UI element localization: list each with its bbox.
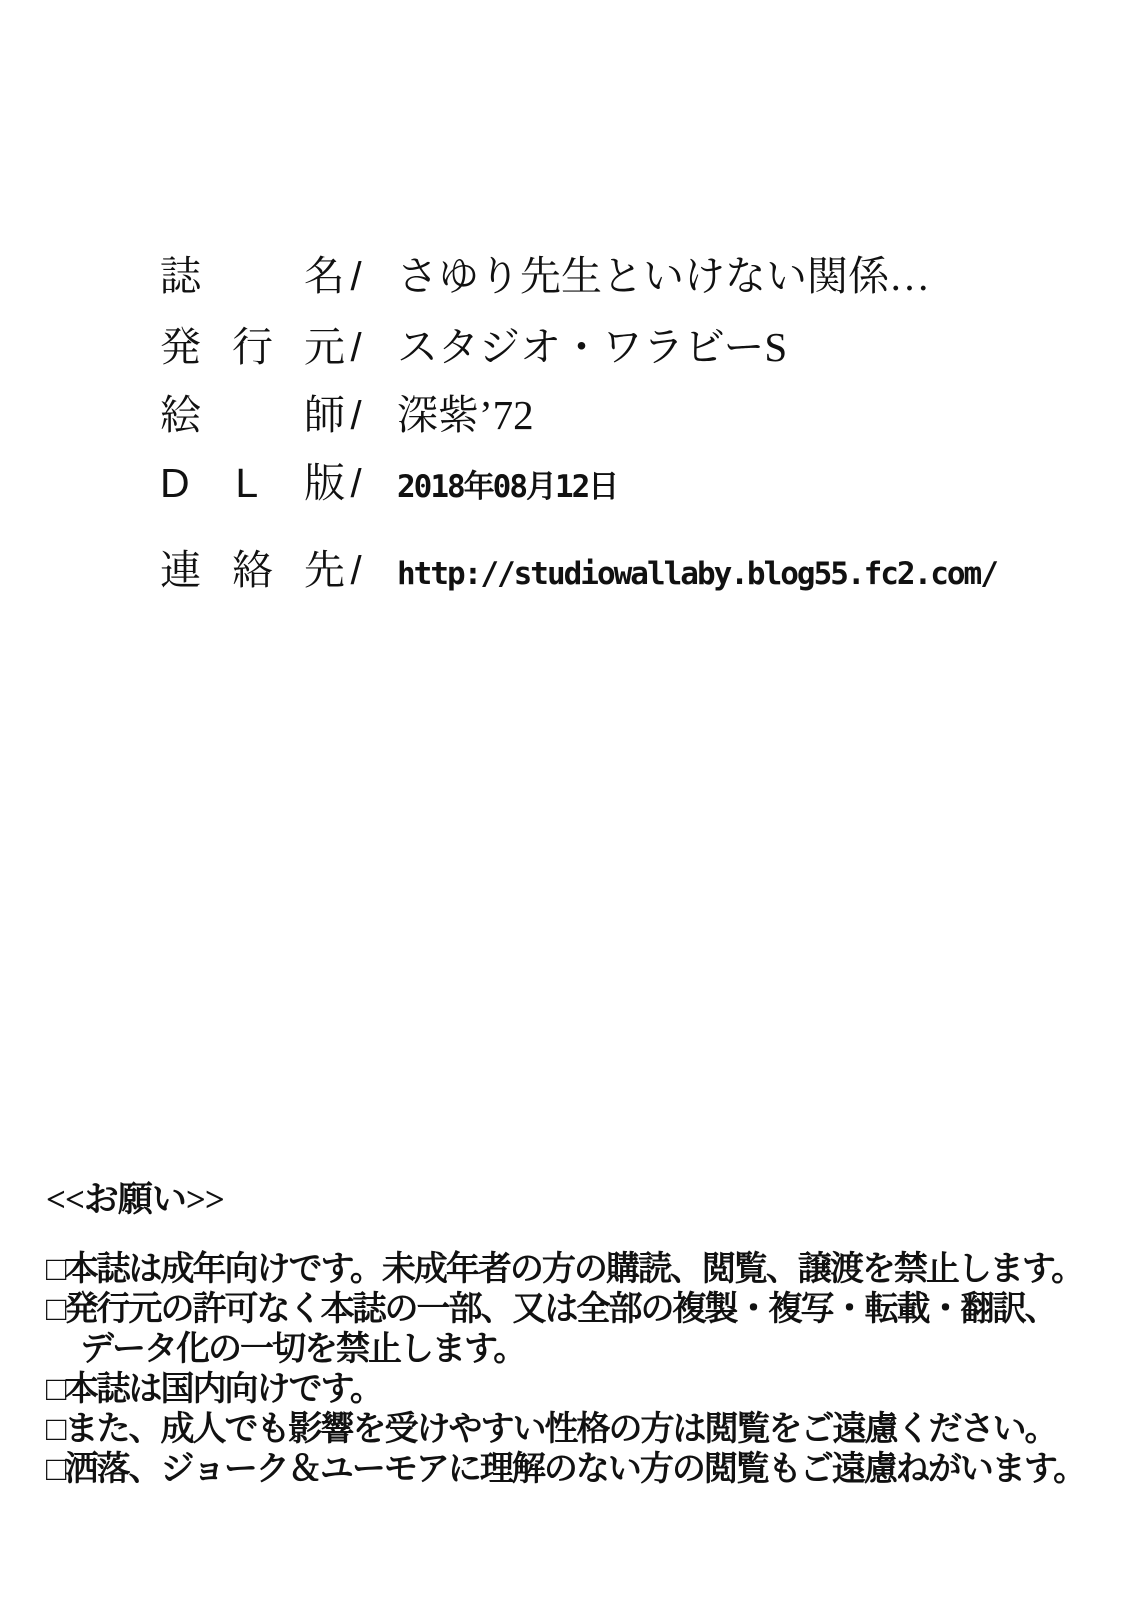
notice-line-wrapped: データ化の一切を禁止します。 — [80, 1331, 526, 1368]
notice-line: □発行元の許可なく本誌の一部、又は全部の複製・複写・転載・翻訳、 — [46, 1291, 1057, 1328]
field-separator: / — [350, 549, 362, 593]
field-separator: / — [350, 394, 362, 438]
notice-list — [46, 1250, 1131, 1490]
field-value-dl-date: 2018年08月12日 — [397, 469, 618, 505]
field-row-contact — [160, 548, 997, 596]
field-label-artist: 絵 師 — [160, 392, 345, 438]
field-value-contact-url: http://studiowallaby.blog55.fc2.com/ — [397, 556, 997, 592]
field-row-dl-date — [160, 461, 997, 509]
field-row-title — [160, 254, 997, 299]
field-value-publisher: スタジオ・ワラビーS — [397, 324, 788, 370]
notice-line: □洒落、ジョーク＆ユーモアに理解のない方の閲覧もご遠慮ねがいます。 — [46, 1451, 1086, 1488]
notice-line: □また、成人でも影響を受けやすい性格の方は閲覧をご遠慮ください。 — [46, 1411, 1057, 1448]
field-row-publisher — [160, 325, 997, 370]
field-separator: / — [350, 326, 362, 370]
field-separator: / — [350, 462, 362, 506]
field-value-title: さゆり先生といけない関係… — [397, 253, 930, 299]
field-label-contact: 連 絡 先 — [160, 547, 345, 593]
colophon-fields — [160, 254, 997, 596]
field-row-artist — [160, 393, 997, 438]
field-label-dl-date: D L 版 — [160, 460, 345, 506]
notice-heading: <<お願い>> — [46, 1180, 224, 1219]
notice-line: □本誌は国内向けです。 — [46, 1371, 382, 1408]
field-value-artist: 深紫’72 — [397, 392, 534, 438]
notice-line: □本誌は成年向けです。未成年者の方の購読、閲覧、譲渡を禁止します。 — [46, 1251, 1084, 1288]
field-separator: / — [350, 255, 362, 299]
field-label-publisher: 発 行 元 — [160, 324, 345, 370]
field-label-title: 誌 名 — [160, 253, 345, 299]
